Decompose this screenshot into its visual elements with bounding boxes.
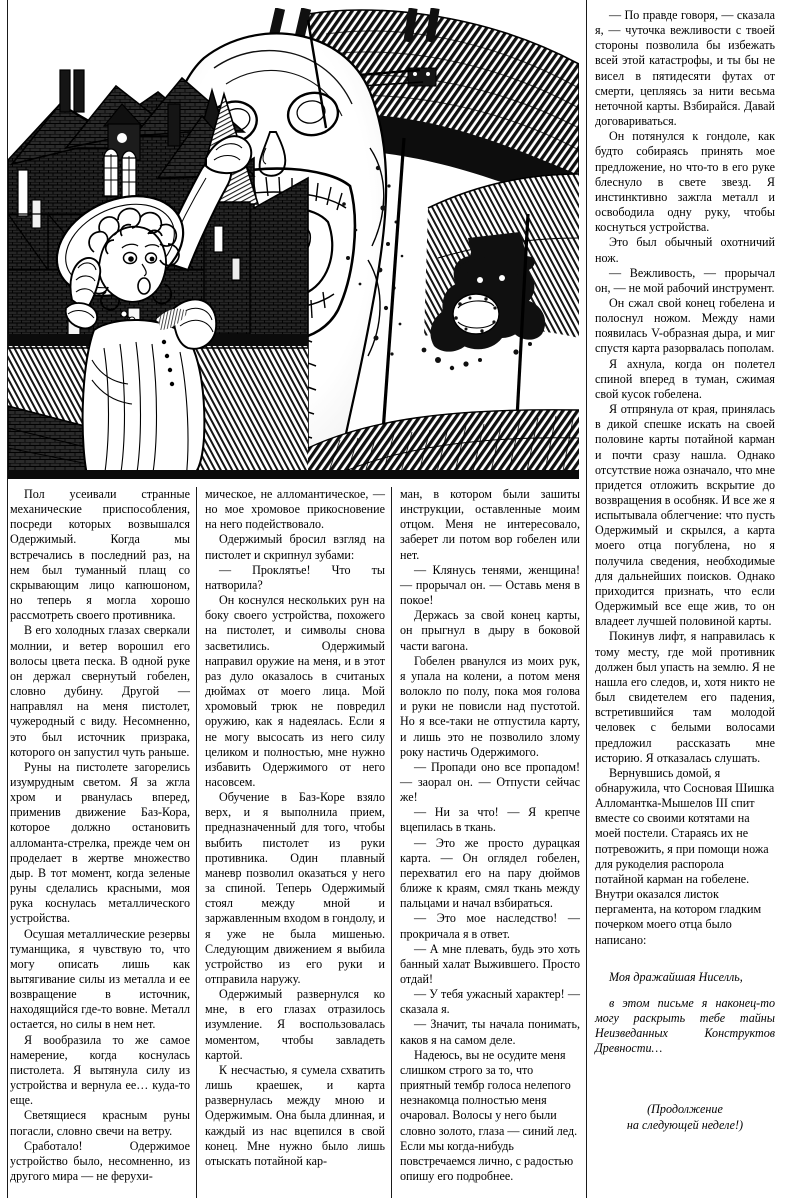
paragraph: Это был обычный охотничий нож. [595,235,775,265]
paragraph: Я отпрянула от края, принялась в дикой спешке искать на своей половине карты потайной карман и почти сразу нашла. Однако отсутствие ножа означало, что мне придется отложить вскрытие до возвращения в особняк. И все же я испытывала облегчение: что пусть Одержимый и скрылся, а карта моего отца погублена, но я получила сведения, необходимые для дальнейших поисков. Однако приходится признать, что если Одержимый все еще жив, то он владеет лучшей половиной карты. [595,402,775,629]
column-4-flow [595,8,775,1133]
letter-salutation: Моя дражайшая Ниселль, [609,969,743,984]
letter-spacer [595,948,775,959]
text-column-1 [10,0,190,1198]
paragraph: Он коснулся нескольких рун на боку своего устройства, похожего на пистолет, и символы снова засветились. Одержимый направил оружие на меня, и в этот раз дуло оказалось в считаных дюймах от моего лица. Мой хромовый трюк не повредил оружию, как я надеялась. Если я не могу высосать из него силу целиком и полностью, мне нужно избавить Одержимого от него насовсем. [205,593,385,789]
paragraph: Я ахнула, когда он полетел спиной вперед в туман, сжимая свой кусок гобелена. [595,356,775,401]
paragraph: Руны на пистолете загорелись изумрудным светом. Я за жгла хром и рванулась вперед, применив движение Баз-Кора, которое должно остановить алломанта-стрелка, прежде чем он проделает в жертве множество дыр. В тот момент, когда зеленые руны сделались красными, моя рука коснулась металлического устройства. [10,759,190,926]
column-1-flow [10,487,190,1184]
paragraph: Одержимый развернулся ко мне, в его глазах отразилось изумление. Я воспользовалась моментом, чтобы завладеть картой. [205,987,385,1062]
text-column-4 [595,0,775,1198]
letter-gap [595,985,775,996]
paragraph: — Это же просто дурацкая карта. — Он оглядел гобелен, перехватил его на пару дюймов ближе к краям, смял ткань между пальцами и начал взбираться. [400,835,580,911]
paragraph: Пол усеивали странные механические приспособления, посреди которых возвышался Одержимый. Когда мы встречались в последний раз, на нем был туманный плащ со скрывающим лицо капюшоном, но теперь я могла хорошо рассмотреть своего противника. [10,487,190,623]
paragraph: — Это мое наследство! — прокричала я в ответ. [400,911,580,941]
column-2-flow [205,487,385,1169]
paragraph: — Проклятье! Что ты натворила? [205,562,385,592]
continuation-note: (Продолжение на следующей неделе!) [626,1102,744,1132]
inset-letter [595,970,775,1057]
paragraph: — Клянусь тенями, женщина! — прорычал он. — Оставь меня в покое! [400,562,580,608]
paragraph: Он потянулся к гондоле, как будто собираясь принять мое предложение, но что-то в его руке блеснуло в свете звезд. Я инстинктивно зажгла металл и освободила одну руку, чтобы коснуться устройства. [595,129,775,235]
column-rule-3 [586,0,587,1198]
paragraph: Держась за свой конец карты, он прыгнул в дыру в боковой части вагона. [400,608,580,653]
paragraph: — А мне плевать, будь это хоть банный халат Выжившего. Просто отдай! [400,941,580,986]
column-rule-1 [196,487,197,1198]
paragraph: — Пропади оно все пропадом! — заорал он. — Отпусти сейчас же! [400,759,580,805]
paragraph: Осушая металлические резервы туманщика, я чувствую то, что могу описать лишь как вытягивание силы из металла и ее возвращение в источник, находящийся где-то вовне. Металл остается, но силы в нем нет. [10,926,190,1032]
paragraph: К несчастью, я сумела схватить лишь краешек, и карта развернулась между мною и Одержимым. Она была длинная, и каждый из нас вцепился в свой конец. Мне нужно было лишь отыскать потайной кар- [205,1062,385,1168]
paragraph: мическое, не алломантическое, — но мое хромовое прикосновение на него подействовало. [205,487,385,532]
paragraph: — У тебя ужасный характер! — сказала я. [400,987,580,1017]
paragraph: Я вообразила то же самое намерение, когда коснулась пистолета. Я вытянула силу из устройства и вернула ее… куда-то еще. [10,1032,190,1108]
paragraph: — Вежливость, — прорычал он, — не мой рабочий инструмент. [595,265,775,295]
paragraph: — Значит, ты начала понимать, каков я на самом деле. [400,1017,580,1047]
paragraph: В его холодных глазах сверкали молнии, и ветер ворошил его волосы цвета песка. В одной руке он держал свернутый гобелен, словно дубину. Другой — направлял на меня пистолет, чужеродный с виду. Несомненно, это был источник призрака, которого он запустил чуть раньше. [10,623,190,759]
paragraph: Одержимый бросил взгляд на пистолет и скрипнул зубами: [205,532,385,562]
paragraph: Вернувшись домой, я обнаружила, что Сосновая Шишка Алломантка-Мышелов III спит вместе со своими котятами на моей постели. Стараясь их не потревожить, я при помощи ножа для рукоделия распорола потайной карман на гобелене. Внутри оказался листок пергамента, на котором гладким почерком моего отца было написано: [595,765,775,947]
paragraph: Светящиеся красным руны погасли, словно свечи на ветру. [10,1108,190,1138]
text-column-3 [400,0,580,1198]
column-3-flow [400,487,580,1184]
paragraph: Покинув лифт, я направилась к тому месту, где мой противник должен был упасть на землю. Я не нашла его следов, и, хотя никто не был свидетелем его падения, встретившийся там молодой человек с белыми волосами предложил рассказать мне историю. Я отказалась слушать. [595,629,775,765]
paragraph: Сработало! Одержимое устройство было, несомненно, из другого мира — не ферухи- [10,1138,190,1184]
paragraph: Он сжал свой конец гобелена и полоснул ножом. Между нами появилась V-образная дыра, и миг спустя карта разорвалась пополам. [595,295,775,356]
column-rule-2 [391,487,392,1198]
paragraph: Надеюсь, вы не осудите меня слишком строго за то, что приятный тембр голоса нелепого незнакомца полностью меня очаровал. Волосы у него были словно золото, глаза — синий лед. Если мы когда-нибудь повстречаемся лично, с радостью опишу его подробнее. [400,1047,578,1184]
letter-body: в этом письме я наконец-то могу раскрыть тебе тайны Неизведанных Конструктов Древности… [595,995,775,1056]
paragraph: — Ни за что! — Я крепче вцепилась в ткань. [400,805,580,835]
paragraph: Обучение в Баз-Коре взяло верх, и я выполнила прием, предназначенный для того, чтобы выбить пистолет из руки противника. Один плавный маневр позволил оказаться у него за спиной. Теперь Одержимый стоял между мной и заржавленным входом в гондолу, и я уже не была мишенью. Следующим движением я выбила устройство из его руки и отправила наружу. [205,790,385,986]
text-column-2 [205,0,385,1198]
paragraph: Гобелен рванулся из моих рук, я упала на колени, а потом меня волокло по полу, пока моя голова и руки не повисли над пустотой. Но я все-таки не отпустила карту, и лишь это не позволило злому року настичь Одержимого. [400,653,580,759]
paragraph: — По правде говоря, — сказала я, — чуточка вежливости с твоей стороны позволила бы избежать всей этой катастрофы, и ты бы не висел в пятидесяти футах от смерти, цепляясь за нити весьма неточной карты. Взбирайся. Давай договариваться. [595,8,775,129]
paragraph: ман, в котором были зашиты инструкции, оставленные моим отцом. Меня не интересовало, заберет ли потом вор гобелен или нет. [400,487,580,562]
